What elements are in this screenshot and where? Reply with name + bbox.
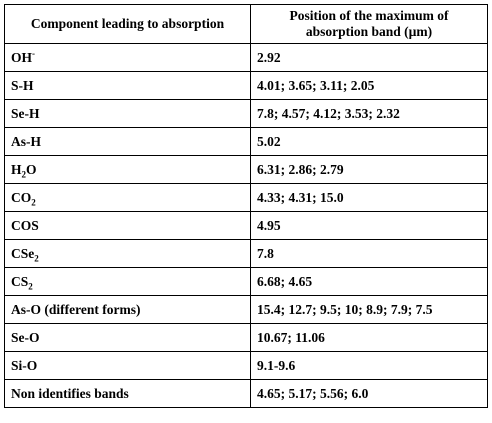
header-position: Position of the maximum of absorption band (µm) (251, 5, 488, 44)
component-text: H (11, 161, 22, 177)
position-cell: 15.4; 12.7; 9.5; 10; 8.9; 7.9; 7.5 (251, 296, 488, 324)
component-cell (5, 184, 251, 212)
component-text: CS (11, 273, 29, 289)
component-cell: Se-O (5, 324, 251, 352)
component-cell (5, 44, 251, 72)
component-cell: S-H (5, 72, 251, 100)
position-cell: 9.1-9.6 (251, 352, 488, 380)
component-cell: Si-O (5, 352, 251, 380)
absorption-bands-table (4, 4, 488, 408)
component-cell: As-O (different forms) (5, 296, 251, 324)
component-subscript: 2 (31, 197, 36, 208)
table-row (5, 380, 488, 408)
table-row (5, 212, 488, 240)
component-subscript: 2 (28, 281, 33, 292)
table-body (5, 44, 488, 408)
component-cell (5, 240, 251, 268)
component-text: CO (11, 189, 32, 205)
table-row (5, 44, 488, 72)
table-row (5, 324, 488, 352)
table-row (5, 296, 488, 324)
table-row (5, 184, 488, 212)
position-cell: 7.8 (251, 240, 488, 268)
table-row (5, 72, 488, 100)
position-cell: 6.31; 2.86; 2.79 (251, 156, 488, 184)
position-cell: 10.67; 11.06 (251, 324, 488, 352)
header-component: Component leading to absorption (5, 5, 251, 44)
component-text: OH (11, 49, 33, 65)
table-row (5, 156, 488, 184)
position-cell: 2.92 (251, 44, 488, 72)
position-cell: 4.95 (251, 212, 488, 240)
component-superscript: - (32, 48, 36, 58)
component-text: CSe (11, 245, 35, 261)
component-subscript: 2 (21, 169, 27, 180)
position-cell: 5.02 (251, 128, 488, 156)
component-cell (5, 156, 251, 184)
document-page (4, 4, 487, 408)
table-row (5, 100, 488, 128)
component-cell: Non identifies bands (5, 380, 251, 408)
header-row (5, 5, 488, 44)
position-cell: 4.33; 4.31; 15.0 (251, 184, 488, 212)
table-row (5, 268, 488, 296)
table-header (5, 5, 488, 44)
component-subscript: 2 (34, 253, 39, 264)
component-cell (5, 268, 251, 296)
position-cell: 6.68; 4.65 (251, 268, 488, 296)
component-text-tail: O (26, 161, 37, 177)
position-cell: 7.8; 4.57; 4.12; 3.53; 2.32 (251, 100, 488, 128)
component-cell: Se-H (5, 100, 251, 128)
table-row (5, 352, 488, 380)
component-cell: As-H (5, 128, 251, 156)
position-cell: 4.01; 3.65; 3.11; 2.05 (251, 72, 488, 100)
component-cell: COS (5, 212, 251, 240)
table-row (5, 128, 488, 156)
position-cell: 4.65; 5.17; 5.56; 6.0 (251, 380, 488, 408)
table-row (5, 240, 488, 268)
